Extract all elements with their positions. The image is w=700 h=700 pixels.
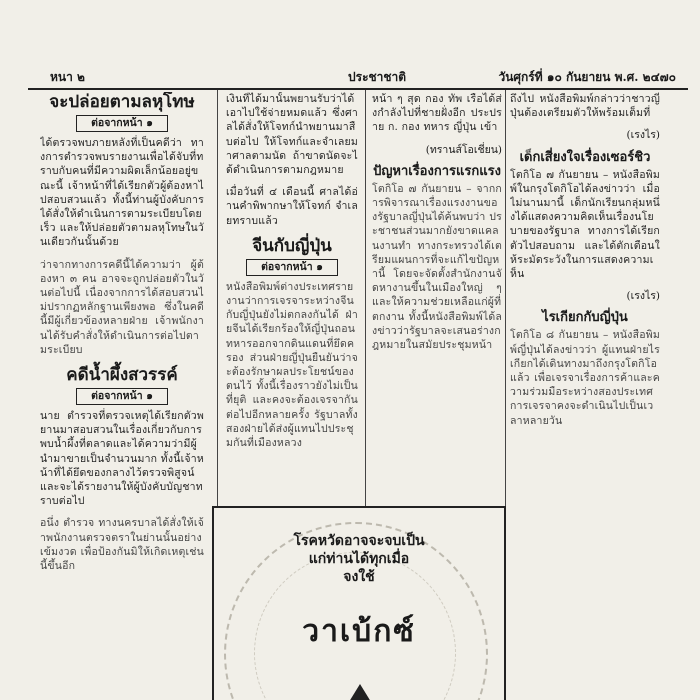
article-paragraph: โตกิโอ ๗ กันยายน – หนังสือพิมพ์ในกรุงโตกิโอได้ลงข่าวว่า เมื่อไม่นานมานี้ เด็กนักเรียนกลุ่มหนึ่งได้แสดงความคิดเห็นเรื่องนโยบายของรัฐบาล ทางการได้เรียกตัวไปสอบถาม และได้ตักเตือนให้ระมัดระวังในการแสดงความเห็น	[510, 168, 660, 281]
column-1	[40, 92, 204, 700]
issue-date: วันศุกร์ที่ ๑๐ กันยายน พ.ศ. ๒๔๗๐	[498, 70, 676, 84]
article-paragraph: โตกิโอ ๘ กันยายน – หนังสือพิมพ์ญี่ปุ่นได้ลงข่าวว่า ผู้แทนฝ่ายไรเกียกได้เดินทางมาถึงกรุงโตกิโอแล้ว เพื่อเจรจาเรื่องการค้าและความร่วมมือระหว่างสองประเทศ การเจรจาคงจะดำเนินไปเป็นเวลาหลายวัน	[510, 329, 660, 427]
article-paragraph: อนึ่ง ตำรวจ ทางนครบาลได้สั่งให้เจ้าพนักงานตรวจตราในย่านนั้นอย่างเข้มงวด เพื่อป้องกันมิให้เกิดเหตุเช่นนี้ขึ้นอีก	[40, 517, 204, 573]
brand-logo-icon	[344, 684, 376, 700]
page-header	[28, 66, 686, 88]
continued-label: ต่อจากหน้า ๑	[246, 259, 338, 276]
news-agency-credit: (เรงไร)	[626, 290, 660, 303]
continued-label: ต่อจากหน้า ๑	[76, 115, 168, 132]
article-paragraph: ว่าจากทางการคดีนี้ได้ความว่า ผู้ต้องหา ๓ คน อาจจะถูกปล่อยตัวในวันต่อไปนี้ เนื่องจากการได้สอบสวนไม่ปรากฏหลักฐานเพียงพอ ซึ่งในคดีนี้มีผู้เกี่ยวข้องหลายฝ่าย เจ้าพนักงานได้รับคำสั่งให้ดำเนินการต่อไปตามระเบียบ	[40, 258, 204, 356]
headline-student-risk: เด็กเสี่ยงใจเรื่องเซอร์ชิว	[519, 149, 651, 165]
article-paragraph: หน้า ๆ สุด กอง ทัพ เรือได้ส่งกำลังไปที่ชายฝั่งอีก ประปราย ก. กอง ทหาร ญี่ปุ่น เข้า	[372, 93, 502, 134]
article-paragraph: ได้ตรวจพบภายหลังที่เป็นคดีว่า ทางการตำรวจพบรายงานเพื่อได้จับที่ทราบกับคนที่มีความผิดเล็กน้อยอยู่ขณะนี้ เจ้าหน้าที่ได้เรียกตัวผู้ต้องหาไปสอบสวนแล้ว ทั้งนี้ท่านผู้บังคับการได้สั่งให้ดำเนินการตามระเบียบโดยเร็ว และให้ปล่อยตัวตามลหุโทษในวันเดียวกันนั้นด้วย	[40, 137, 204, 249]
article-paragraph: นาย ตำรวจที่ตรวจเหตุได้เรียกตัวพยานมาสอบสวนในเรื่องเกี่ยวกับการพบน้ำผึ้งที่ตลาดและได้ความว่ามีผู้นำมาขายเป็นจำนวนมาก ทั้งนี้เจ้าหน้าที่ได้ยึดของกลางไว้ตรวจพิสูจน์ และจะได้รายงานให้ผู้บังคับบัญชาทราบต่อไป	[40, 410, 204, 508]
article-paragraph: เงินที่ได้มานั้นพยานรับว่าได้เอาไปใช้จ่ายหมดแล้ว ซึ่งศาลได้สั่งให้โจทก์นำพยานมาสืบต่อไป ให้โจทก์และจำเลยมาศาลตามนัด ถ้าขาดนัดจะได้ดำเนินการตามกฎหมาย	[226, 93, 358, 177]
advertisement-box	[212, 506, 506, 700]
headline-honey-case: คดีน้ำผึ้งสวรรค์	[66, 365, 178, 386]
headline-lahu-punishment: จะปล่อยตามลหุโทษ	[49, 92, 195, 112]
ad-brand-name: วาเบ้กซ์	[302, 614, 416, 649]
headline-labour-problem: ปัญหาเรื่องการแรกแรง	[373, 163, 501, 179]
ad-line-1: โรคหวัดอาจจะจบเป็น	[293, 533, 425, 549]
page-number: หนา ๒	[50, 70, 85, 84]
headline-reich-japan: ไรเกียกกับญี่ปุ่น	[542, 310, 628, 326]
article-paragraph: โตกิโอ ๗ กันยายน – จากการพิจารณาเรื่องแรงงานของรัฐบาลญี่ปุ่นได้ค้นพบว่า ประชาชนส่วนมากยังขาดแคลนงานทำ ทางกระทรวงได้เตรียมแผนการที่จะแก้ไขปัญหานี้ โดยจะจัดตั้งสำนักงานจัดหางานขึ้นในเมืองใหญ่ ๆ และให้ความช่วยเหลือแก่ผู้ที่ตกงาน ทั้งนี้หนังสือพิมพ์ได้ลงข่าวว่ารัฐบาลจะเสนอร่างกฎหมายในสมัยประชุมหน้า	[372, 182, 502, 352]
column-4	[510, 92, 660, 700]
continued-label: ต่อจากหน้า ๑	[76, 388, 168, 405]
article-paragraph: หนังสือพิมพ์ต่างประเทศรายงานว่าการเจรจาระหว่างจีนกับญี่ปุ่นยังไม่ตกลงกันได้ ฝ่ายจีนได้เรียกร้องให้ญี่ปุ่นถอนทหารออกจากดินแดนที่ยึดครอง ส่วนฝ่ายญี่ปุ่นยืนยันว่าจะต้องรักษาผลประโยชน์ของตนไว้ ทั้งนี้เรื่องราวยังไม่เป็นที่ยุติ และคงจะต้องเจรจากันต่อไปอีกหลายครั้ง รัฐบาลทั้งสองฝ่ายได้ส่งผู้แทนไปประชุมกันที่เมืองหลวง	[226, 280, 358, 450]
ad-line-3: จงใช้	[343, 569, 375, 585]
news-agency-credit: (ทรานส์โอเชี่ยน)	[425, 143, 502, 156]
paper-name: ประชาชาติ	[348, 70, 407, 84]
ad-line-2: แก่ท่านได้ทุกเมื่อ	[308, 551, 410, 567]
headline-china-japan: จีนกับญี่ปุ่น	[252, 235, 332, 256]
header-rule	[28, 88, 688, 90]
news-agency-credit: (เรงไร)	[626, 129, 660, 142]
article-paragraph: เมื่อวันที่ ๔ เดือนนี้ ศาลได้อ่านคำพิพากษาให้โจทก์ จำเลยทราบแล้ว	[226, 186, 358, 227]
article-paragraph: ถึงไป หนังสือพิมพ์กล่าวว่าชาวญี่ปุ่นต้องเตรียมตัวให้พร้อมเต็มที่	[510, 93, 660, 120]
